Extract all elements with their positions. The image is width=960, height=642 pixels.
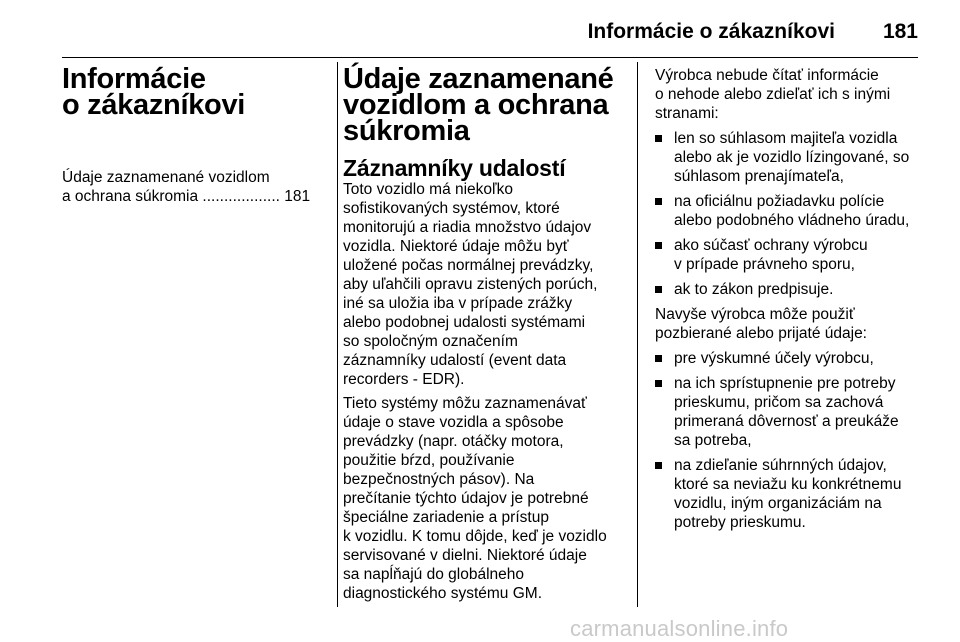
- page-number: 181: [882, 20, 918, 43]
- bullet-square-icon: [655, 198, 662, 205]
- page-header-title: Informácie o zákazníkovi: [587, 20, 835, 43]
- text-line: sa napĺňajú do globálneho: [343, 566, 524, 583]
- text-line: stranami:: [655, 105, 719, 122]
- text-line: prečítanie týchto údajov je potrebné: [343, 490, 589, 507]
- subsection-heading: Záznamníky udalostí: [343, 155, 566, 181]
- paragraph-usage-intro: [655, 305, 930, 343]
- text-line: vozidla. Niektoré údaje môžu byť: [343, 238, 569, 255]
- list-item-line: na oficiálnu požiadavku polície: [674, 193, 885, 210]
- text-line: Navyše výrobca môže použiť: [655, 306, 855, 323]
- list-item: [655, 280, 930, 299]
- text-line: údaje o stave vozidla a spôsobe: [343, 414, 564, 431]
- section-column: [343, 63, 628, 603]
- column-divider-2: [637, 62, 638, 607]
- text-line: bezpečnostných pásov). Na: [343, 471, 535, 488]
- disclosure-list: [655, 129, 930, 299]
- text-line: recorders - EDR).: [343, 371, 465, 388]
- text-line: servisované v dielni. Niektoré údaje: [343, 547, 587, 564]
- list-item: [655, 374, 930, 450]
- text-line: špeciálne zariadenie a prístup: [343, 509, 549, 526]
- toc-column: [62, 63, 332, 206]
- list-item: [655, 456, 930, 532]
- list-item-line: alebo podobného vládneho úradu,: [674, 212, 910, 229]
- list-item-line: alebo ak je vozidlo lízingované, so: [674, 149, 910, 166]
- disclosure-column: [655, 66, 930, 538]
- text-line: k vozidlu. K tomu dôjde, keď je vozidlo: [343, 528, 607, 545]
- text-line: Výrobca nebude čítať informácie: [655, 67, 879, 84]
- list-item-line: v prípade právneho sporu,: [674, 256, 855, 273]
- bullet-square-icon: [655, 135, 662, 142]
- list-item-line: na zdieľanie súhrnných údajov,: [674, 457, 887, 474]
- list-item-line: na ich sprístupnenie pre potreby: [674, 375, 896, 392]
- text-line: použitie bŕzd, používanie: [343, 452, 515, 469]
- text-line: uložené počas normálnej prevádzky,: [343, 257, 594, 274]
- bullet-square-icon: [655, 242, 662, 249]
- text-line: pozbierané alebo prijaté údaje:: [655, 325, 867, 342]
- text-line: prevádzky (napr. otáčky motora,: [343, 433, 564, 450]
- text-line: sofistikovaných systémov, ktoré: [343, 200, 560, 217]
- list-item-line: primeraná dôvernosť a preukáže: [674, 413, 899, 430]
- list-item-line: ak to zákon predpisuje.: [674, 281, 834, 298]
- column-divider-1: [337, 62, 338, 607]
- text-line: záznamníky udalostí (event data: [343, 352, 567, 369]
- text-line: o nehode alebo zdieľať ich s inými: [655, 86, 891, 103]
- header-rule: [62, 57, 918, 58]
- text-line: Toto vozidlo má niekoľko: [343, 181, 513, 198]
- bullet-square-icon: [655, 380, 662, 387]
- list-item-line: prieskumu, pričom sa zachová: [674, 394, 884, 411]
- chapter-heading: Informácie o zákazníkovi: [62, 63, 246, 121]
- paragraph-data-systems: [343, 394, 628, 603]
- list-item-line: pre výskumné účely výrobcu,: [674, 350, 874, 367]
- text-line: iné sa uložia iba v prípade zrážky: [343, 295, 573, 312]
- section-heading: Údaje zaznamenané vozidlom a ochrana súkromia: [343, 63, 614, 147]
- list-item-line: ako súčasť ochrany výrobcu: [674, 237, 868, 254]
- list-item-line: súhlasom prenajímateľa,: [674, 168, 844, 185]
- text-line: diagnostického systému GM.: [343, 585, 543, 602]
- bullet-square-icon: [655, 355, 662, 362]
- toc-entry[interactable]: Údaje zaznamenané vozidlom a ochrana súkromia .................. 181: [62, 169, 311, 205]
- watermark: carmanualsonline.info: [570, 616, 789, 641]
- paragraph-disclosure-intro: [655, 66, 930, 123]
- bullet-square-icon: [655, 462, 662, 469]
- paragraph-event-recorders: [343, 180, 628, 389]
- usage-list: [655, 349, 930, 532]
- list-item-line: sa potreba,: [674, 432, 752, 449]
- text-line: aby uľahčili opravu zistených porúch,: [343, 276, 598, 293]
- list-item-line: potreby prieskumu.: [674, 514, 806, 531]
- list-item: [655, 129, 930, 186]
- list-item: [655, 192, 930, 230]
- list-item: [655, 349, 930, 368]
- text-line: Tieto systémy môžu zaznamenávať: [343, 395, 587, 412]
- list-item: [655, 236, 930, 274]
- text-line: alebo podobnej udalosti systémami: [343, 314, 586, 331]
- text-line: so spoločným označením: [343, 333, 518, 350]
- list-item-line: ktoré sa neviažu ku konkrétnemu: [674, 476, 902, 493]
- text-line: monitorujú a riadia množstvo údajov: [343, 219, 592, 236]
- bullet-square-icon: [655, 286, 662, 293]
- list-item-line: vozidlu, iným organizáciám na: [674, 495, 882, 512]
- list-item-line: len so súhlasom majiteľa vozidla: [674, 130, 898, 147]
